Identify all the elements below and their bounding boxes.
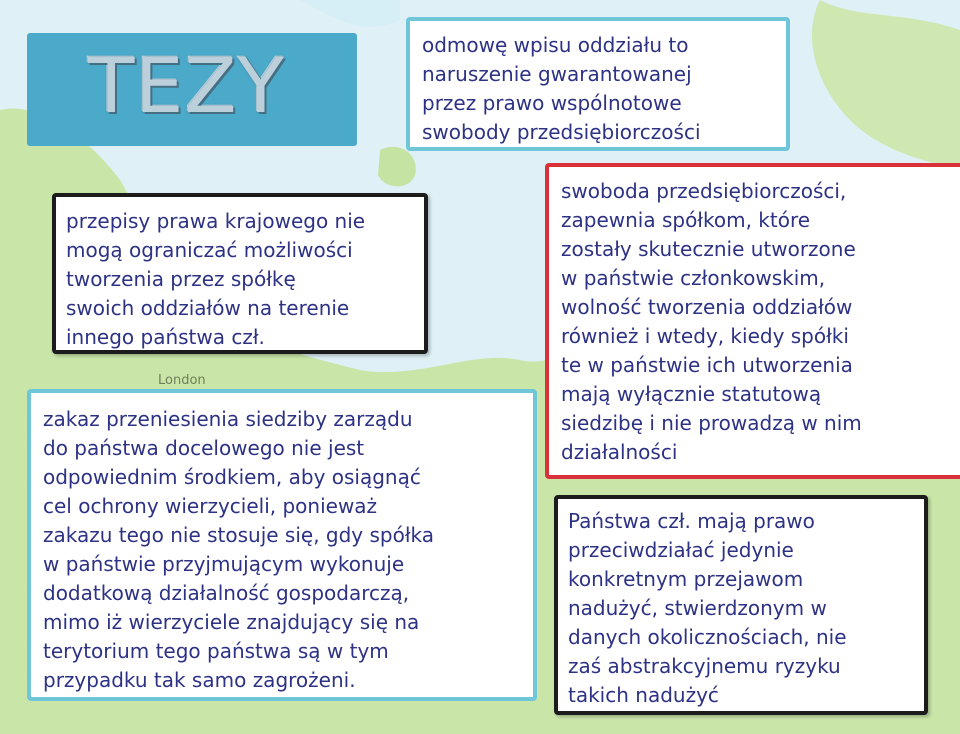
note-box-top: odmowę wpisu oddziału to naruszenie gwarantowanej przez prawo wspólnotowe swobody przedsiębiorczości — [406, 17, 790, 151]
note-box-right-lower: Państwa czł. mają prawo przeciwdziałać jedynie konkretnym przejawom nadużyć, stwierdzonym w danych okolicznościach, nie zaś abstrakcyjnemu ryzyku takich nadużyć — [554, 495, 928, 715]
page-title: TEZY — [88, 41, 285, 130]
note-box-left-lower: zakaz przeniesienia siedziby zarządu do państwa docelowego nie jest odpowiednim środkiem, aby osiągnąć cel ochrony wierzycieli, ponieważ zakazu tego nie stosuje się, gdy spółka w państwie przyjmującym wykonuje dodatkową działalność gospodarczą, mimo iż wierzyciele znajdujący się na terytorium tego państwa są w tym przypadku tak samo zagrożeni. — [27, 389, 537, 701]
note-box-right-upper: swoboda przedsiębiorczości, zapewnia spółkom, które zostały skutecznie utworzone w państwie członkowskim, wolność tworzenia oddziałów również i wtedy, kiedy spółki te w państwie ich utworzenia mają wyłącznie statutową siedzibę i nie prowadzą w nim działalności — [545, 163, 960, 479]
note-box-left-upper: przepisy prawa krajowego nie mogą ograniczać możliwości tworzenia przez spółkę swoich oddziałów na terenie innego państwa czł. — [52, 193, 428, 354]
map-label-london: London — [158, 373, 206, 388]
